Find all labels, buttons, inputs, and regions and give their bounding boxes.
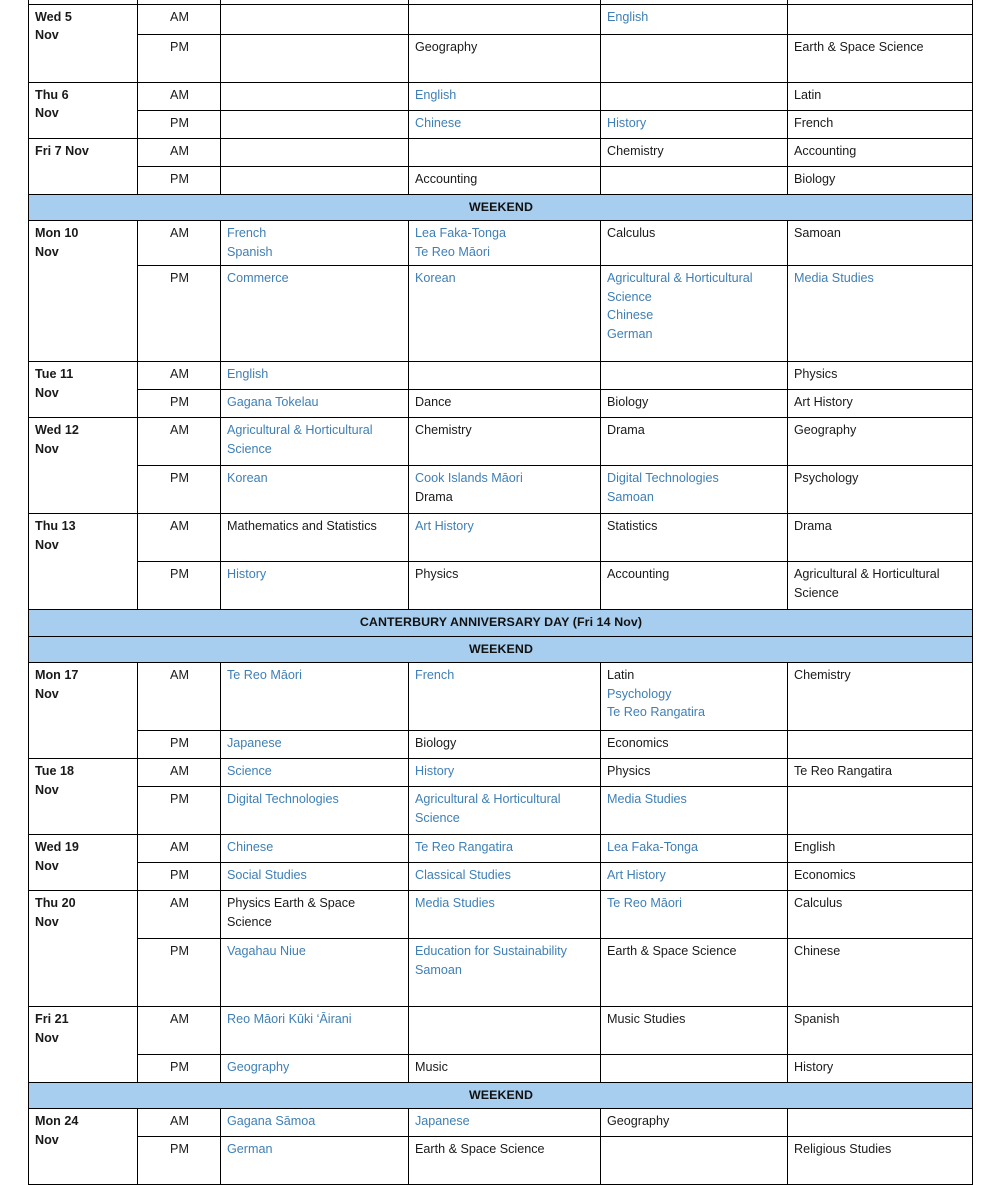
session-cell-pm: PM — [138, 562, 221, 610]
exam-cell — [601, 1054, 788, 1082]
exam-cell — [409, 138, 601, 166]
table-row — [29, 418, 973, 466]
session-cell-am: AM — [138, 834, 221, 862]
exam-cell — [788, 362, 973, 390]
exam-cell — [409, 466, 601, 514]
exam-cell — [409, 4, 601, 34]
exam-cell — [409, 110, 601, 138]
subject-link[interactable]: Te Reo Māori — [227, 667, 302, 682]
exam-cell — [601, 390, 788, 418]
exam-cell — [601, 418, 788, 466]
date-cell — [29, 418, 138, 514]
subject-text: English — [794, 839, 836, 854]
exam-cell — [221, 786, 409, 834]
table-row — [29, 82, 973, 110]
exam-cell — [221, 166, 409, 194]
subject-link[interactable]: Samoan — [415, 962, 462, 977]
exam-cell — [601, 4, 788, 34]
subject-link[interactable]: Korean — [415, 271, 456, 286]
exam-cell — [788, 890, 973, 938]
date-line-2: Nov — [35, 1132, 59, 1147]
subject-link[interactable]: Japanese — [227, 735, 282, 750]
subject-text: Samoan — [794, 225, 841, 240]
session-cell-pm: PM — [138, 390, 221, 418]
subject-text: French — [794, 115, 834, 130]
exam-cell — [601, 662, 788, 730]
session-cell-pm: PM — [138, 786, 221, 834]
table-row — [29, 514, 973, 562]
exam-cell — [409, 758, 601, 786]
banner-row — [29, 1082, 973, 1108]
exam-cell — [221, 890, 409, 938]
subject-link[interactable]: Te Reo Rangatira — [607, 705, 706, 720]
date-cell — [29, 4, 138, 82]
exam-cell — [788, 220, 973, 265]
date-cell — [29, 1006, 138, 1082]
date-cell — [29, 662, 138, 758]
exam-cell — [221, 834, 409, 862]
exam-timetable — [28, 0, 973, 1185]
exam-cell — [601, 220, 788, 265]
exam-cell — [788, 1006, 973, 1054]
exam-cell — [221, 730, 409, 758]
exam-cell — [788, 34, 973, 82]
table-row — [29, 4, 973, 34]
subject-text: Physics — [794, 367, 838, 382]
date-line-2: Nov — [35, 782, 59, 797]
table-row — [29, 1109, 973, 1137]
subject-link[interactable]: Art History — [415, 519, 474, 534]
exam-cell — [409, 166, 601, 194]
session-cell-pm: PM — [138, 1137, 221, 1185]
table-row — [29, 166, 973, 194]
date-line-1: Wed 19 — [35, 839, 79, 854]
subject-text: Earth & Space Science — [415, 1142, 545, 1157]
exam-cell — [409, 890, 601, 938]
exam-cell — [409, 34, 601, 82]
exam-cell — [221, 514, 409, 562]
date-line-1: Wed 5 — [35, 9, 72, 24]
table-row — [29, 730, 973, 758]
subject-link[interactable]: Social Studies — [227, 867, 307, 882]
session-cell-am: AM — [138, 1006, 221, 1054]
exam-cell — [788, 786, 973, 834]
table-row — [29, 362, 973, 390]
exam-cell — [221, 390, 409, 418]
session-cell-am: AM — [138, 662, 221, 730]
session-cell-pm: PM — [138, 166, 221, 194]
date-line-1: Fri 21 — [35, 1011, 69, 1026]
exam-cell — [409, 82, 601, 110]
session-cell-am: AM — [138, 362, 221, 390]
exam-cell — [221, 862, 409, 890]
subject-link[interactable]: Digital Technologies — [607, 471, 719, 486]
date-line-2: Nov — [35, 28, 59, 43]
subject-link[interactable]: Gagana Tokelau — [227, 395, 319, 410]
exam-cell — [788, 266, 973, 362]
exam-cell — [601, 514, 788, 562]
subject-link[interactable]: Classical Studies — [415, 867, 511, 882]
exam-cell — [409, 1137, 601, 1185]
subject-link[interactable]: Gagana Sāmoa — [227, 1114, 316, 1129]
subject-text: Religious Studies — [794, 1142, 892, 1157]
subject-link[interactable]: Geography — [227, 1059, 290, 1074]
session-cell-am: AM — [138, 4, 221, 34]
subject-link[interactable]: German — [607, 327, 653, 342]
exam-cell — [221, 4, 409, 34]
exam-cell — [221, 466, 409, 514]
table-row — [29, 1006, 973, 1054]
subject-link[interactable]: Te Reo Māori — [415, 244, 490, 259]
exam-cell — [221, 562, 409, 610]
table-row — [29, 862, 973, 890]
subject-link[interactable]: English — [415, 87, 457, 102]
exam-cell — [788, 138, 973, 166]
subject-text: Chemistry — [415, 423, 472, 438]
exam-cell — [601, 758, 788, 786]
exam-cell — [221, 1006, 409, 1054]
subject-link[interactable]: Lea Faka-Tonga — [415, 225, 507, 240]
subject-text: Latin — [607, 667, 635, 682]
subject-text: Drama — [415, 489, 453, 504]
subject-link[interactable]: Spanish — [227, 244, 273, 259]
date-cell — [29, 362, 138, 418]
subject-link[interactable]: Media Studies — [415, 895, 495, 910]
exam-cell — [788, 662, 973, 730]
exam-cell — [601, 786, 788, 834]
session-cell-am: AM — [138, 220, 221, 265]
subject-link[interactable]: English — [607, 9, 649, 24]
subject-text: Geography — [607, 1114, 670, 1129]
session-cell-pm: PM — [138, 938, 221, 1006]
date-line-2: Nov — [35, 686, 59, 701]
subject-text: Physics — [415, 567, 459, 582]
subject-text: Agricultural & Horticultural Science — [794, 567, 940, 600]
table-row — [29, 110, 973, 138]
session-cell-am: AM — [138, 514, 221, 562]
subject-link[interactable]: Agricultural & Horticultural Science — [227, 423, 373, 456]
exam-cell — [221, 110, 409, 138]
subject-text: Economics — [607, 735, 669, 750]
session-cell-pm: PM — [138, 466, 221, 514]
exam-cell — [409, 662, 601, 730]
subject-text: Music Studies — [607, 1011, 686, 1026]
exam-cell — [221, 1109, 409, 1137]
date-line-1: Mon 10 — [35, 225, 79, 240]
subject-link[interactable]: Korean — [227, 471, 268, 486]
exam-cell — [601, 138, 788, 166]
date-line-1: Tue 18 — [35, 763, 74, 778]
subject-text: Latin — [794, 87, 822, 102]
exam-cell — [409, 786, 601, 834]
exam-cell — [788, 4, 973, 34]
date-cell — [29, 1109, 138, 1185]
subject-link[interactable]: Reo Māori Kūki ‘Āirani — [227, 1011, 352, 1026]
exam-cell — [221, 938, 409, 1006]
subject-link[interactable]: Chinese — [227, 839, 274, 854]
subject-text: Economics — [794, 867, 856, 882]
subject-text: Music — [415, 1059, 448, 1074]
date-line-1: Thu 20 — [35, 895, 76, 910]
banner-row — [29, 636, 973, 662]
date-line-2: Nov — [35, 1030, 59, 1045]
subject-text: Biology — [794, 171, 836, 186]
exam-cell — [601, 730, 788, 758]
table-row — [29, 220, 973, 265]
banner-label: WEEKEND — [29, 636, 973, 662]
date-line-1: Thu 13 — [35, 519, 76, 534]
subject-link[interactable]: Education for Sustainability — [415, 943, 567, 958]
date-line-2: Nov — [35, 537, 59, 552]
table-row — [29, 266, 973, 362]
exam-cell — [788, 562, 973, 610]
subject-text: Accounting — [794, 143, 857, 158]
date-cell — [29, 138, 138, 194]
banner-label: WEEKEND — [29, 194, 973, 220]
subject-text: Drama — [794, 519, 832, 534]
subject-text: Chemistry — [607, 143, 664, 158]
subject-link[interactable]: Digital Technologies — [227, 791, 339, 806]
date-line-1: Fri 7 Nov — [35, 143, 89, 158]
exam-cell — [601, 166, 788, 194]
subject-text: Drama — [607, 423, 645, 438]
subject-text: Spanish — [794, 1011, 840, 1026]
exam-cell — [788, 1109, 973, 1137]
subject-link[interactable]: Media Studies — [794, 271, 874, 286]
subject-text: Accounting — [415, 171, 478, 186]
table-row — [29, 1054, 973, 1082]
session-cell-pm: PM — [138, 34, 221, 82]
subject-link[interactable]: Agricultural & Horticultural Science — [415, 791, 561, 825]
exam-cell — [409, 418, 601, 466]
subject-link[interactable]: Samoan — [607, 489, 654, 504]
subject-text: Psychology — [794, 471, 859, 486]
exam-cell — [601, 834, 788, 862]
exam-cell — [601, 1006, 788, 1054]
subject-text: Biology — [415, 735, 457, 750]
subject-text: Calculus — [607, 225, 656, 240]
subject-link[interactable]: History — [415, 763, 455, 778]
subject-link[interactable]: Agricultural & Horticultural Science — [607, 271, 753, 304]
subject-link[interactable]: Media Studies — [607, 791, 687, 806]
exam-cell — [221, 138, 409, 166]
exam-cell — [221, 220, 409, 265]
date-line-1: Thu 6 — [35, 87, 69, 102]
subject-link[interactable]: Science — [227, 763, 272, 778]
table-row — [29, 662, 973, 730]
exam-cell — [221, 362, 409, 390]
session-cell-pm: PM — [138, 266, 221, 362]
date-line-1: Wed 12 — [35, 423, 79, 438]
subject-link[interactable]: French — [227, 225, 267, 240]
exam-cell — [601, 938, 788, 1006]
exam-cell — [409, 938, 601, 1006]
exam-cell — [601, 34, 788, 82]
subject-link[interactable]: German — [227, 1142, 273, 1157]
session-cell-am: AM — [138, 418, 221, 466]
date-cell — [29, 758, 138, 834]
session-cell-am: AM — [138, 82, 221, 110]
subject-link[interactable]: History — [607, 115, 647, 130]
subject-text: Te Reo Rangatira — [794, 763, 893, 778]
exam-cell — [221, 758, 409, 786]
date-line-2: Nov — [35, 244, 59, 259]
subject-text: Physics Earth & Space Science — [227, 895, 356, 929]
exam-cell — [788, 110, 973, 138]
exam-cell — [788, 82, 973, 110]
date-cell — [29, 514, 138, 610]
exam-cell — [788, 466, 973, 514]
subject-link[interactable]: Lea Faka-Tonga — [607, 839, 699, 854]
exam-cell — [788, 1137, 973, 1185]
subject-link[interactable]: Chinese — [607, 308, 654, 323]
date-line-1: Mon 24 — [35, 1114, 79, 1129]
subject-text: Physics — [607, 763, 651, 778]
date-cell — [29, 220, 138, 361]
exam-cell — [409, 220, 601, 265]
exam-cell — [409, 1109, 601, 1137]
subject-link[interactable]: Cook Islands Māori — [415, 471, 523, 486]
exam-cell — [221, 82, 409, 110]
subject-link[interactable]: Chinese — [415, 115, 462, 130]
table-row — [29, 562, 973, 610]
date-line-2: Nov — [35, 385, 59, 400]
subject-link[interactable]: Vagahau Niue — [227, 943, 306, 958]
exam-cell — [601, 82, 788, 110]
exam-cell — [409, 730, 601, 758]
exam-cell — [601, 862, 788, 890]
exam-cell — [788, 758, 973, 786]
subject-text: Geography — [415, 39, 478, 54]
exam-cell — [221, 418, 409, 466]
banner-label: CANTERBURY ANNIVERSARY DAY (Fri 14 Nov) — [29, 610, 973, 636]
exam-cell — [601, 466, 788, 514]
exam-cell — [788, 514, 973, 562]
banner-label: WEEKEND — [29, 1082, 973, 1108]
exam-cell — [788, 390, 973, 418]
date-line-2: Nov — [35, 914, 59, 929]
session-cell-am: AM — [138, 758, 221, 786]
subject-text: Chemistry — [794, 667, 851, 682]
banner-row — [29, 194, 973, 220]
session-cell-am: AM — [138, 1109, 221, 1137]
subject-link[interactable]: English — [227, 367, 269, 382]
exam-cell — [788, 166, 973, 194]
date-cell — [29, 834, 138, 890]
exam-cell — [221, 34, 409, 82]
subject-text: Statistics — [607, 519, 658, 534]
session-cell-pm: PM — [138, 110, 221, 138]
exam-cell — [409, 1006, 601, 1054]
exam-cell — [409, 1054, 601, 1082]
date-line-2: Nov — [35, 441, 59, 456]
table-row — [29, 786, 973, 834]
table-row — [29, 34, 973, 82]
subject-text: Dance — [415, 395, 452, 410]
exam-cell — [409, 562, 601, 610]
date-line-1: Mon 17 — [35, 667, 79, 682]
table-row — [29, 138, 973, 166]
subject-link[interactable]: Art History — [607, 867, 666, 882]
exam-cell — [788, 862, 973, 890]
session-cell-am: AM — [138, 138, 221, 166]
subject-text: Mathematics and Statistics — [227, 519, 377, 534]
session-cell-pm: PM — [138, 1054, 221, 1082]
table-row — [29, 938, 973, 1006]
exam-cell — [601, 890, 788, 938]
date-cell — [29, 82, 138, 138]
table-row — [29, 890, 973, 938]
exam-cell — [221, 1137, 409, 1185]
subject-text: Calculus — [794, 895, 843, 910]
exam-cell — [788, 1054, 973, 1082]
exam-cell — [788, 834, 973, 862]
subject-link[interactable]: Te Reo Rangatira — [415, 839, 514, 854]
table-row — [29, 1137, 973, 1185]
session-cell-am: AM — [138, 890, 221, 938]
exam-cell — [221, 1054, 409, 1082]
exam-cell — [601, 1137, 788, 1185]
subject-text: Art History — [794, 395, 853, 410]
subject-text: Geography — [794, 423, 857, 438]
exam-cell — [409, 362, 601, 390]
exam-cell — [601, 266, 788, 362]
exam-cell — [601, 110, 788, 138]
subject-text: Accounting — [607, 567, 670, 582]
subject-text: Earth & Space Science — [607, 943, 737, 958]
table-row — [29, 834, 973, 862]
subject-text: Biology — [607, 395, 649, 410]
exam-cell — [601, 362, 788, 390]
banner-row — [29, 610, 973, 636]
exam-cell — [409, 834, 601, 862]
table-row — [29, 758, 973, 786]
exam-cell — [601, 562, 788, 610]
exam-cell — [601, 1109, 788, 1137]
subject-link[interactable]: Te Reo Māori — [607, 895, 682, 910]
date-cell — [29, 890, 138, 1006]
exam-cell — [788, 938, 973, 1006]
session-cell-pm: PM — [138, 862, 221, 890]
session-cell-pm: PM — [138, 730, 221, 758]
date-line-2: Nov — [35, 106, 59, 121]
exam-cell — [221, 266, 409, 362]
subject-link[interactable]: Commerce — [227, 271, 289, 286]
exam-cell — [409, 390, 601, 418]
date-line-2: Nov — [35, 858, 59, 873]
subject-text: History — [794, 1059, 834, 1074]
date-line-1: Tue 11 — [35, 367, 74, 382]
exam-cell — [788, 730, 973, 758]
subject-link[interactable]: Psychology — [607, 686, 672, 701]
table-row — [29, 466, 973, 514]
subject-link[interactable]: History — [227, 567, 267, 582]
exam-cell — [788, 418, 973, 466]
table-row — [29, 390, 973, 418]
exam-cell — [409, 266, 601, 362]
subject-text: Earth & Space Science — [794, 39, 924, 54]
exam-cell — [221, 662, 409, 730]
exam-cell — [409, 862, 601, 890]
exam-cell — [409, 514, 601, 562]
subject-link[interactable]: French — [415, 667, 455, 682]
subject-text: Chinese — [794, 943, 841, 958]
subject-link[interactable]: Japanese — [415, 1114, 470, 1129]
